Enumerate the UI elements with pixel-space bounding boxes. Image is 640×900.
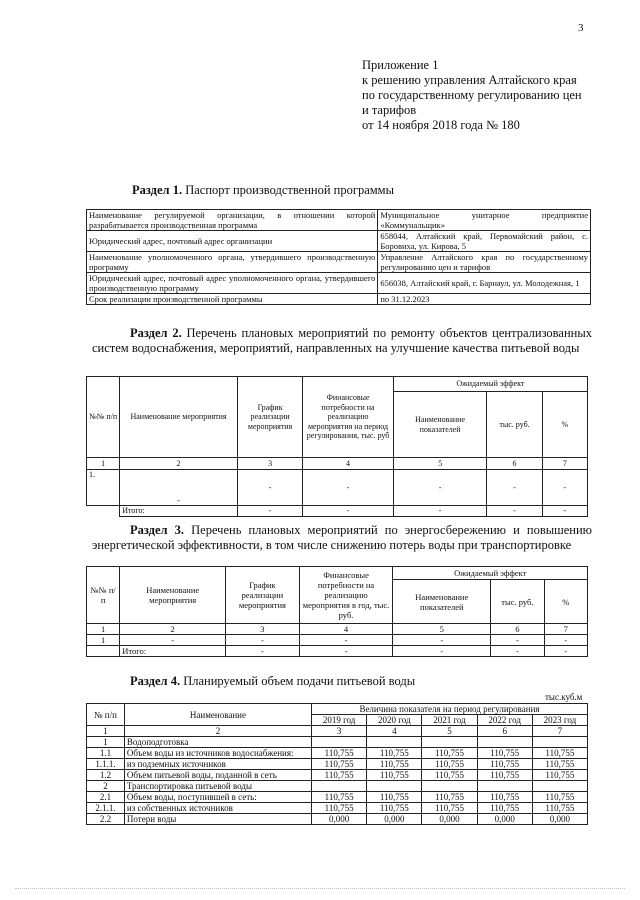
header-cell: 2021 год <box>422 715 477 726</box>
table-cell: - <box>303 470 394 506</box>
section3-title-text: Перечень плановых мероприятий по энергосбережению и повышению энергетической эффективности, в том числе снижению потерь воды при транспортировке <box>92 523 593 552</box>
table-cell: 3 <box>312 726 367 737</box>
table-cell: 7 <box>544 624 587 635</box>
total-label: Итого: <box>120 646 226 657</box>
section3-label: Раздел 3. <box>130 523 185 537</box>
passport-table <box>86 209 591 305</box>
table-cell: 6 <box>487 458 542 470</box>
table-cell: Объем питьевой воды, поданной в сеть <box>124 770 311 781</box>
table-cell: 3 <box>237 458 302 470</box>
table-cell: 1 <box>87 726 125 737</box>
table-cell: 1 <box>87 458 120 470</box>
table-cell <box>312 781 367 792</box>
column-number-row <box>87 458 588 470</box>
header-cell: 2023 год <box>532 715 587 726</box>
table-cell: 0,000 <box>532 814 587 825</box>
section2-title-text: Перечень плановых мероприятий по ремонту объектов централизованных систем водоснабжения, мероприятий, направленных на улучшение качества питьевой воды <box>92 326 592 355</box>
table-cell: - <box>393 646 491 657</box>
table-row <box>87 781 588 792</box>
table-cell: - <box>393 470 487 506</box>
table-cell: Наименование уполномоченного органа, утвердившего производственную программу <box>87 252 378 273</box>
table-cell: 4 <box>367 726 422 737</box>
table-cell: 110,755 <box>312 770 367 781</box>
header-cell: 2022 год <box>477 715 532 726</box>
table-cell: - <box>237 506 302 517</box>
header-cell: Финансовые потребности на реализацию мероприятия на период регулирования, тыс. руб <box>303 377 394 458</box>
table-cell: 5 <box>393 458 487 470</box>
section4-title <box>130 674 415 689</box>
column-number-row <box>87 624 588 635</box>
page-bottom-divider <box>15 888 625 889</box>
table-cell: Водоподготовка <box>124 737 311 748</box>
table-cell: - <box>542 506 587 517</box>
table-cell: 1.1.1. <box>87 759 125 770</box>
header-cell: Ожидаемый эффект <box>393 567 588 580</box>
table-row <box>87 759 588 770</box>
table-cell: 7 <box>532 726 587 737</box>
appendix-line: и тарифов <box>362 103 417 117</box>
table-cell: 110,755 <box>422 759 477 770</box>
table-row <box>87 470 588 506</box>
table-cell: 1.2 <box>87 770 125 781</box>
table-total-row <box>87 646 588 657</box>
table-cell: из собственных источников <box>124 803 311 814</box>
table-cell: Муниципальное унитарное предприятие «Коммунальщик» <box>378 210 591 231</box>
table-row <box>87 814 588 825</box>
table-cell: - <box>299 646 393 657</box>
header-cell: График реализации мероприятия <box>226 567 300 624</box>
table-cell: - <box>393 506 487 517</box>
table-cell: - <box>237 470 302 506</box>
table-cell: 110,755 <box>477 792 532 803</box>
table-cell: 110,755 <box>367 748 422 759</box>
table-cell: 5 <box>393 624 491 635</box>
appendix-line: к решению управления Алтайского края <box>362 73 577 87</box>
header-cell: тыс. руб. <box>487 392 542 458</box>
table-cell: 1.1 <box>87 748 125 759</box>
table-cell: 1 <box>87 737 125 748</box>
energy-measures-table <box>86 566 588 657</box>
table-cell: - <box>491 646 544 657</box>
table-cell: - <box>120 635 226 646</box>
header-cell: Финансовые потребности на реализацию мероприятия в год, тыс. руб. <box>299 567 393 624</box>
table-cell: - <box>487 506 542 517</box>
header-cell: % <box>544 580 587 624</box>
table-cell: 110,755 <box>422 803 477 814</box>
section4-title-text: Планируемый объем подачи питьевой воды <box>183 674 416 688</box>
total-label: Итого: <box>120 506 238 517</box>
table-cell: 110,755 <box>532 759 587 770</box>
table-cell: 6 <box>491 624 544 635</box>
header-cell: Наименование показателей <box>393 392 487 458</box>
section4-label: Раздел 4. <box>130 674 181 688</box>
table-header-row <box>87 567 588 580</box>
table-cell: 1 <box>87 635 120 646</box>
table-cell: Транспортировка питьевой воды <box>124 781 311 792</box>
table-cell: - <box>226 635 300 646</box>
table-row <box>87 231 591 252</box>
table-cell <box>532 781 587 792</box>
table-cell: 3 <box>226 624 300 635</box>
table-cell: Объем воды из источников водоснабжения: <box>124 748 311 759</box>
table-cell: 1. <box>87 470 120 506</box>
table-cell: - <box>303 506 394 517</box>
table-cell: 110,755 <box>312 748 367 759</box>
table-cell <box>422 737 477 748</box>
column-number-row <box>87 726 588 737</box>
section1-label: Раздел 1. <box>132 183 183 197</box>
appendix-line: от 14 ноября 2018 года № 180 <box>362 118 520 132</box>
header-cell: Наименование мероприятия <box>120 377 238 458</box>
appendix-line: Приложение 1 <box>362 58 439 72</box>
table-cell: - <box>226 646 300 657</box>
table-cell: - <box>120 470 238 506</box>
table-cell: 110,755 <box>532 803 587 814</box>
header-cell: Ожидаемый эффект <box>393 377 587 392</box>
table-header-row <box>87 377 588 392</box>
table-cell: 0,000 <box>477 814 532 825</box>
table-row <box>87 252 591 273</box>
table-cell: 110,755 <box>477 770 532 781</box>
header-cell: Наименование мероприятия <box>120 567 226 624</box>
table-cell: 2.2 <box>87 814 125 825</box>
appendix-header <box>362 58 582 133</box>
header-cell: Величина показателя на период регулирования <box>312 704 588 715</box>
header-cell: График реализации мероприятия <box>237 377 302 458</box>
table-cell <box>312 737 367 748</box>
table-cell <box>477 781 532 792</box>
table-cell: 110,755 <box>532 770 587 781</box>
table-cell: 110,755 <box>312 759 367 770</box>
table-cell: Потери воды <box>124 814 311 825</box>
table-cell: 658044, Алтайский край, Первомайский район, с. Боровиха, ул. Кирова, 5 <box>378 231 591 252</box>
table-cell: 110,755 <box>312 803 367 814</box>
table-cell: 110,755 <box>477 803 532 814</box>
table-cell: 110,755 <box>422 792 477 803</box>
header-cell: Наименование показателей <box>393 580 491 624</box>
section2-title <box>92 326 592 356</box>
table-cell: Объем воды, поступившей в сеть: <box>124 792 311 803</box>
water-volume-table <box>86 703 588 825</box>
section1-title-text: Паспорт производственной программы <box>185 183 394 197</box>
header-cell: № п/п <box>87 704 125 726</box>
page-number: 3 <box>578 22 584 34</box>
header-cell: тыс. руб. <box>491 580 544 624</box>
header-cell: 2019 год <box>312 715 367 726</box>
table-cell: 2 <box>87 781 125 792</box>
table-cell <box>532 737 587 748</box>
table-cell: 1 <box>87 624 120 635</box>
table-cell <box>422 781 477 792</box>
table-row <box>87 635 588 646</box>
table-cell: Наименование регулируемой организации, в отношении которой разрабатывается производственная программа <box>87 210 378 231</box>
table-cell: 110,755 <box>367 770 422 781</box>
header-cell: 2020 год <box>367 715 422 726</box>
table-total-row <box>87 506 588 517</box>
table-header-row <box>87 704 588 715</box>
table-cell: по 31.12.2023 <box>378 294 591 305</box>
table-cell: 2.1.1. <box>87 803 125 814</box>
table-cell: 7 <box>542 458 587 470</box>
table-cell: - <box>393 635 491 646</box>
table-cell: - <box>487 470 542 506</box>
header-cell: Наименование <box>124 704 311 726</box>
table-cell <box>477 737 532 748</box>
table-row <box>87 273 591 294</box>
header-cell: % <box>542 392 587 458</box>
table-row <box>87 792 588 803</box>
table-cell: 2 <box>120 624 226 635</box>
appendix-line: по государственному регулированию цен <box>362 88 582 102</box>
table-row <box>87 803 588 814</box>
table-row <box>87 737 588 748</box>
table-cell: - <box>542 470 587 506</box>
table-row <box>87 210 591 231</box>
table-cell: - <box>544 635 587 646</box>
table-row <box>87 770 588 781</box>
unit-label: тыс.куб.м <box>545 692 583 702</box>
table-cell <box>367 781 422 792</box>
table-cell: 2 <box>120 458 238 470</box>
table-cell: - <box>491 635 544 646</box>
table-cell: 110,755 <box>532 748 587 759</box>
table-cell: 4 <box>299 624 393 635</box>
table-cell: 2 <box>124 726 311 737</box>
section1-title <box>132 183 394 198</box>
table-cell: 0,000 <box>367 814 422 825</box>
table-cell: 110,755 <box>422 770 477 781</box>
table-cell: 5 <box>422 726 477 737</box>
table-cell: 6 <box>477 726 532 737</box>
table-cell: 656038, Алтайский край, г. Барнаул, ул. Молодежная, 1 <box>378 273 591 294</box>
table-cell: 110,755 <box>312 792 367 803</box>
header-cell: №№ п/п <box>87 377 120 458</box>
table-cell: 4 <box>303 458 394 470</box>
table-row <box>87 748 588 759</box>
header-cell: №№ п/п <box>87 567 120 624</box>
table-cell: Юридический адрес, почтовый адрес уполномоченного органа, утвердившего производственную программу <box>87 273 378 294</box>
table-cell: 110,755 <box>532 792 587 803</box>
table-cell: - <box>544 646 587 657</box>
table-cell: 0,000 <box>312 814 367 825</box>
table-row <box>87 294 591 305</box>
table-cell: 110,755 <box>367 803 422 814</box>
section3-title <box>92 523 592 553</box>
table-cell: из подземных источников <box>124 759 311 770</box>
table-cell: 110,755 <box>367 759 422 770</box>
table-cell <box>367 737 422 748</box>
section2-label: Раздел 2. <box>130 326 182 340</box>
table-cell: 0,000 <box>422 814 477 825</box>
table-cell: 110,755 <box>477 759 532 770</box>
table-cell: Юридический адрес, почтовый адрес организации <box>87 231 378 252</box>
repair-measures-table <box>86 376 588 517</box>
table-cell: 110,755 <box>367 792 422 803</box>
table-cell: Срок реализации производственной программы <box>87 294 378 305</box>
table-cell: 110,755 <box>477 748 532 759</box>
table-cell: - <box>299 635 393 646</box>
table-cell: 2.1 <box>87 792 125 803</box>
table-cell: Управление Алтайского края по государственному регулированию цен и тарифов <box>378 252 591 273</box>
table-cell: 110,755 <box>422 748 477 759</box>
